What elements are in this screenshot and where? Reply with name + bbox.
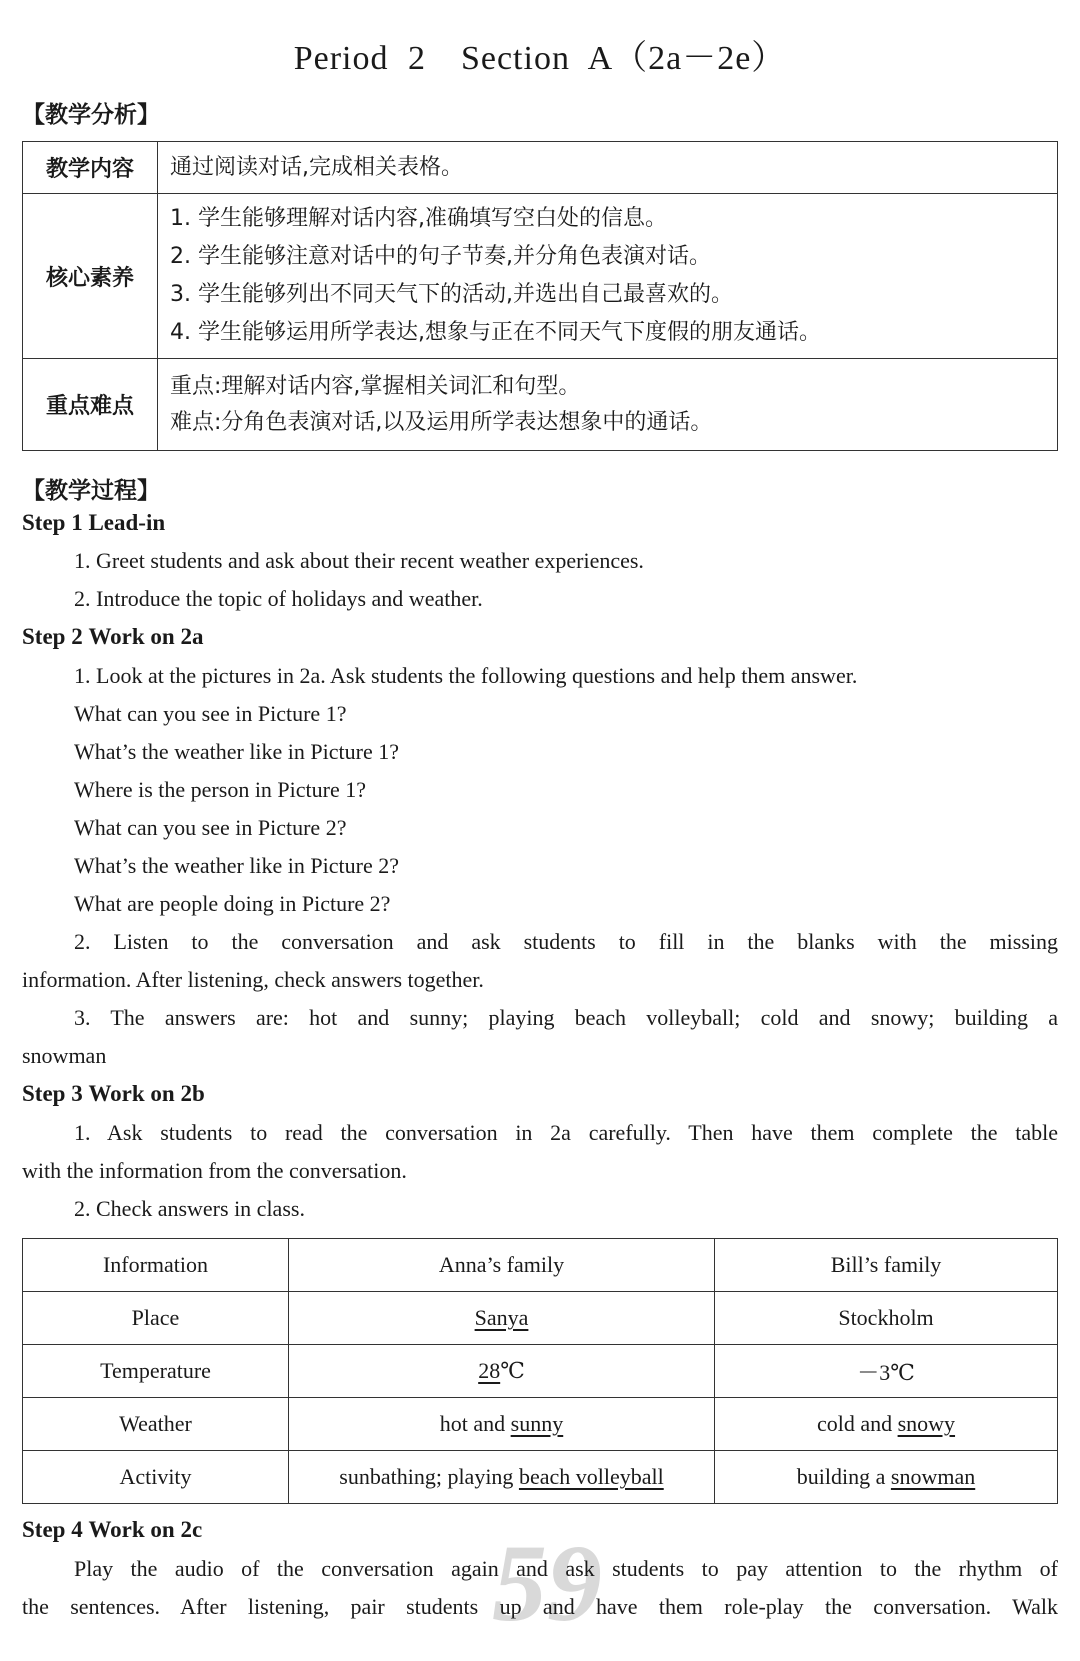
step-title: Work on 2a <box>88 624 204 649</box>
step-number: Step 4 <box>22 1517 83 1542</box>
answer-blank: snowy <box>897 1411 956 1436</box>
analysis-row <box>23 142 1058 194</box>
body-line: the sentences. After listening, pair students up and have them role-play the conversation. Walk <box>22 1594 1058 1619</box>
body-line: snowman <box>22 1043 107 1068</box>
body-line: Play the audio of the conversation again and ask students to pay attention to the rhythm of <box>74 1556 1058 1581</box>
analysis-line: 难点:分角色表演对话,以及运用所学表达想象中的通话。 <box>170 409 713 435</box>
anna-cell: 28℃ <box>289 1345 715 1398</box>
body-line: 1. Look at the pictures in 2a. Ask students the following questions and help them answer. <box>74 663 858 688</box>
body-line: 3. The answers are: hot and sunny; playing beach volleyball; cold and snowy; building a <box>74 1005 1058 1030</box>
table-header: Bill’s family <box>715 1239 1058 1292</box>
bill-cell: building a snowman <box>715 1451 1058 1504</box>
answer-blank: Sanya <box>474 1305 529 1330</box>
body-line: with the information from the conversation. <box>22 1158 407 1183</box>
analysis-content <box>158 359 1058 451</box>
body-line: 1. Ask students to read the conversation in 2a carefully. Then have them complete the table <box>74 1120 1058 1145</box>
answer-table <box>22 1238 1058 1504</box>
step-number: Step 3 <box>22 1081 83 1106</box>
analysis-line: 1. 学生能够理解对话内容,准确填写空白处的信息。 <box>170 206 667 231</box>
analysis-line: 4. 学生能够运用所学表达,想象与正在不同天气下度假的朋友通话。 <box>170 320 821 345</box>
analysis-line: 3. 学生能够列出不同天气下的活动,并选出自己最喜欢的。 <box>170 282 733 307</box>
section-heading-process: 【教学过程】 <box>22 478 160 504</box>
analysis-row <box>23 194 1058 359</box>
row-label: Activity <box>23 1451 289 1504</box>
table-row <box>23 1451 1058 1504</box>
question-line: What are people doing in Picture 2? <box>74 891 391 916</box>
bill-cell: －3℃ <box>715 1345 1058 1398</box>
analysis-content <box>158 194 1058 359</box>
analysis-label: 核心素养 <box>23 194 158 359</box>
step-title: Work on 2b <box>88 1081 205 1106</box>
table-row <box>23 1292 1058 1345</box>
table-header: Anna’s family <box>289 1239 715 1292</box>
analysis-line: 2. 学生能够注意对话中的句子节奏,并分角色表演对话。 <box>170 244 711 269</box>
bill-cell: cold and snowy <box>715 1398 1058 1451</box>
step-number: Step 2 <box>22 624 83 649</box>
answer-blank: sunny <box>510 1411 564 1436</box>
body-line: 2. Check answers in class. <box>74 1196 305 1221</box>
analysis-content <box>158 142 1058 194</box>
row-label: Place <box>23 1292 289 1345</box>
body-line: 1. Greet students and ask about their recent weather experiences. <box>74 548 644 573</box>
question-line: What can you see in Picture 2? <box>74 815 347 840</box>
analysis-label: 重点难点 <box>23 359 158 451</box>
step-number: Step 1 <box>22 510 83 535</box>
table-header-row <box>23 1239 1058 1292</box>
table-header: Information <box>23 1239 289 1292</box>
section-heading-analysis: 【教学分析】 <box>22 102 160 128</box>
analysis-line: 通过阅读对话,完成相关表格。 <box>170 154 463 180</box>
table-row <box>23 1398 1058 1451</box>
bill-cell: Stockholm <box>715 1292 1058 1345</box>
body-line: 2. Introduce the topic of holidays and weather. <box>74 586 483 611</box>
table-row <box>23 1345 1058 1398</box>
body-line: information. After listening, check answers together. <box>22 967 484 992</box>
row-label: Weather <box>23 1398 289 1451</box>
question-line: What’s the weather like in Picture 2? <box>74 853 399 878</box>
answer-blank: beach volleyball <box>518 1464 664 1489</box>
analysis-line: 重点:理解对话内容,掌握相关词汇和句型。 <box>170 373 581 399</box>
question-line: What can you see in Picture 1? <box>74 701 347 726</box>
answer-blank: 28 <box>478 1358 501 1383</box>
step-heading <box>22 510 165 536</box>
step-title: Lead-in <box>88 510 166 535</box>
anna-cell: hot and sunny <box>289 1398 715 1451</box>
step-heading <box>22 1081 205 1107</box>
question-line: Where is the person in Picture 1? <box>74 777 367 802</box>
teaching-analysis-table <box>22 141 1058 451</box>
anna-cell: sunbathing; playing beach volleyball <box>289 1451 715 1504</box>
step-title: Work on 2c <box>88 1517 203 1542</box>
step-heading <box>22 624 203 650</box>
answer-blank: snowman <box>890 1464 976 1489</box>
body-line: 2. Listen to the conversation and ask students to fill in the blanks with the missing <box>74 929 1058 954</box>
analysis-label: 教学内容 <box>23 142 158 194</box>
page-title: Period 2 Section A（2a－2e） <box>293 40 787 77</box>
anna-cell <box>289 1292 715 1345</box>
question-line: What’s the weather like in Picture 1? <box>74 739 399 764</box>
row-label: Temperature <box>23 1345 289 1398</box>
step-heading <box>22 1517 202 1543</box>
page-number: 59 <box>492 1522 602 1644</box>
analysis-row <box>23 359 1058 451</box>
